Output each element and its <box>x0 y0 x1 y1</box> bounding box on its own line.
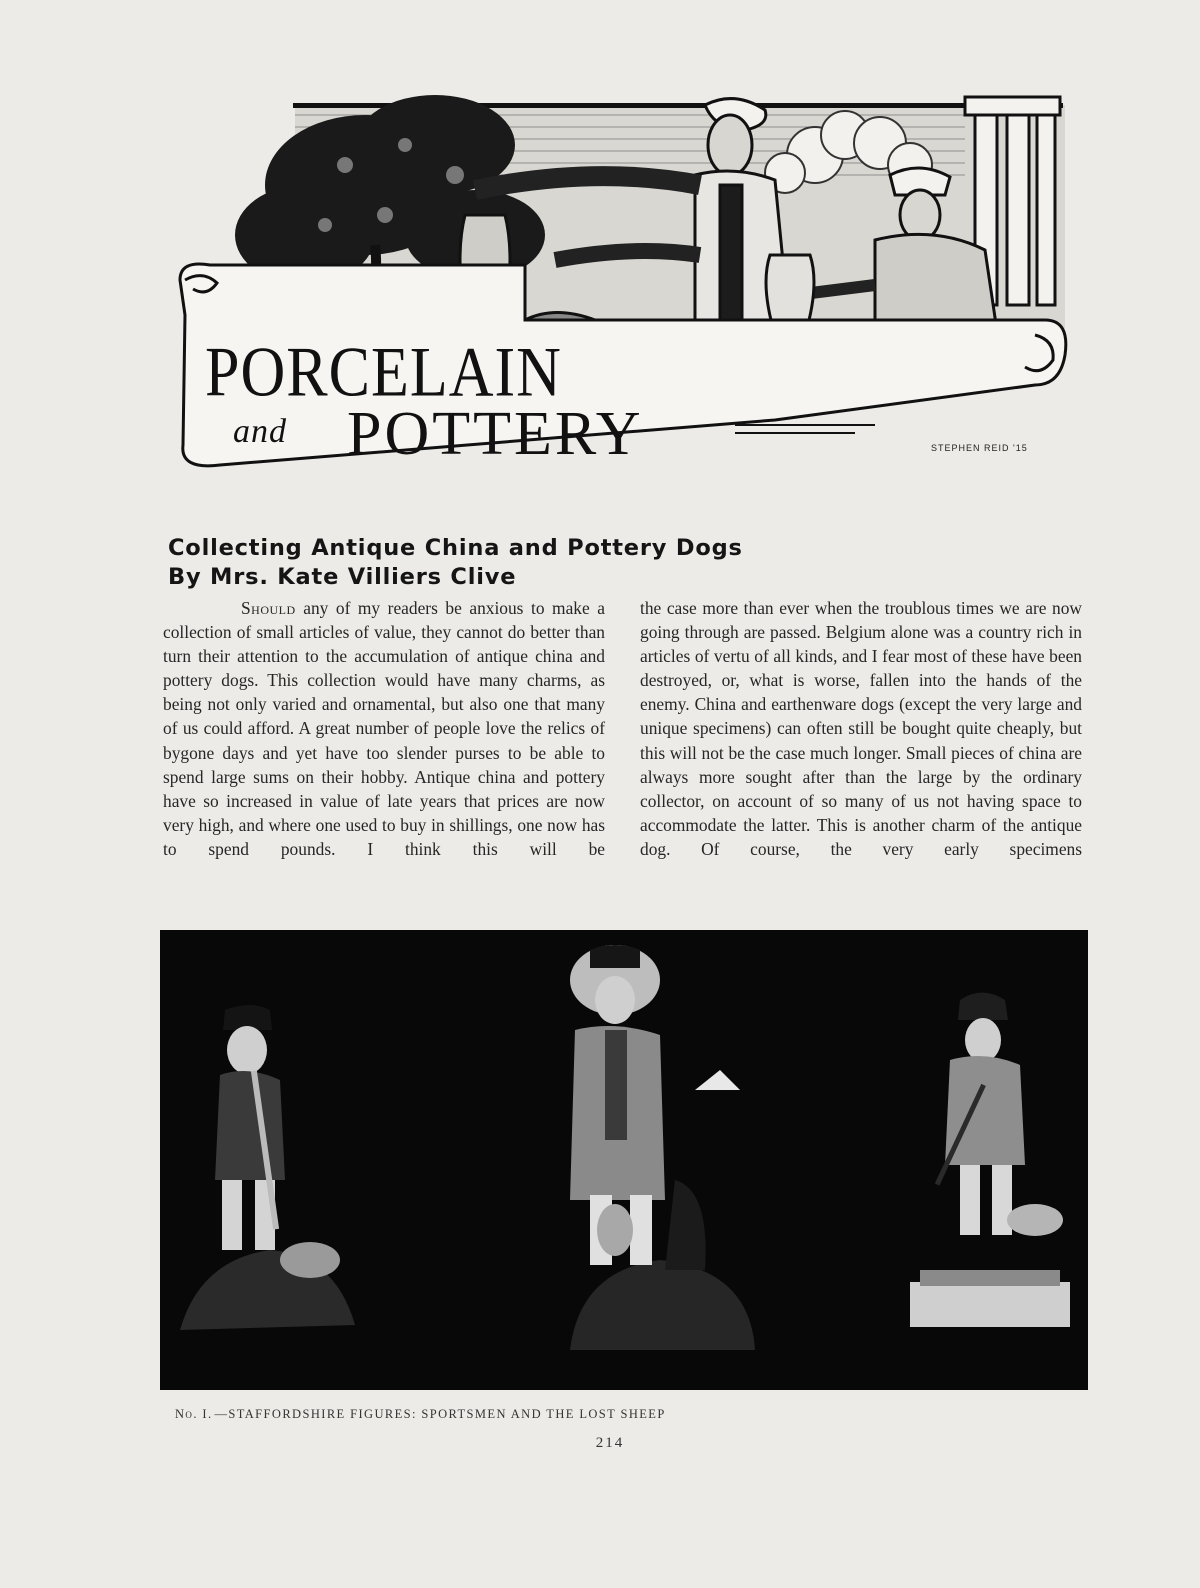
artist-signature: STEPHEN REID '15 <box>931 443 1028 453</box>
right-column-text: the case more than ever when the troublous times we are now going through are passed. Belgium alone was a country rich in articles of vertu of all kinds, and I fear most of these have been destroyed, or, what is worse, fallen into the hands of the enemy. China and earthenware dogs (except the very large and unique specimens) can often still be bought quite cheaply, but this will not be the case much longer. Small pieces of china are always more sought after than the large by the ordinary collector, on account of so many of us not having space to accommodate the latter. This is another charm of the antique dog. Of course, the very early specimens <box>640 598 1082 859</box>
header-illustration <box>175 85 1080 490</box>
paragraph-right <box>640 596 1082 861</box>
page-number: 214 <box>595 1435 625 1451</box>
left-column-text: any of my readers be anxious to make a collection of small articles of value, they cannot do better than turn their attention to the accumulation of antique china and pottery dogs. This collection would have many charms, as being not only varied and ornamental, but also one that many of us could afford. A great number of people love the relics of bygone days and yet have too slender purses to be able to spend large sums on their hobby. Antique china and pottery have so increased in value of late years that prices are now very high, and where one used to buy in shillings, one now has to spend pounds. I think this will be <box>163 598 605 859</box>
figure-photograph <box>160 930 1088 1390</box>
banner-word-porcelain: PORCELAIN <box>205 333 562 412</box>
paragraph-left <box>163 596 605 861</box>
text-column-left <box>163 596 605 861</box>
banner-word-pottery: POTTERY <box>347 400 644 468</box>
article-byline: By Mrs. Kate Villiers Clive <box>168 564 517 590</box>
article-title: Collecting Antique China and Pottery Dogs <box>168 535 743 561</box>
figure-caption <box>175 1407 875 1422</box>
banner-word-and: and <box>233 413 287 450</box>
figure-caption-text: —STAFFORDSHIRE FIGURES: SPORTSMEN AND THE LOST SHEEP <box>214 1407 666 1421</box>
figure-number: No. I. <box>175 1407 213 1421</box>
text-column-right <box>640 596 1082 861</box>
staffordshire-figures-image <box>160 930 1088 1390</box>
dropcap-word: Should <box>241 598 296 618</box>
